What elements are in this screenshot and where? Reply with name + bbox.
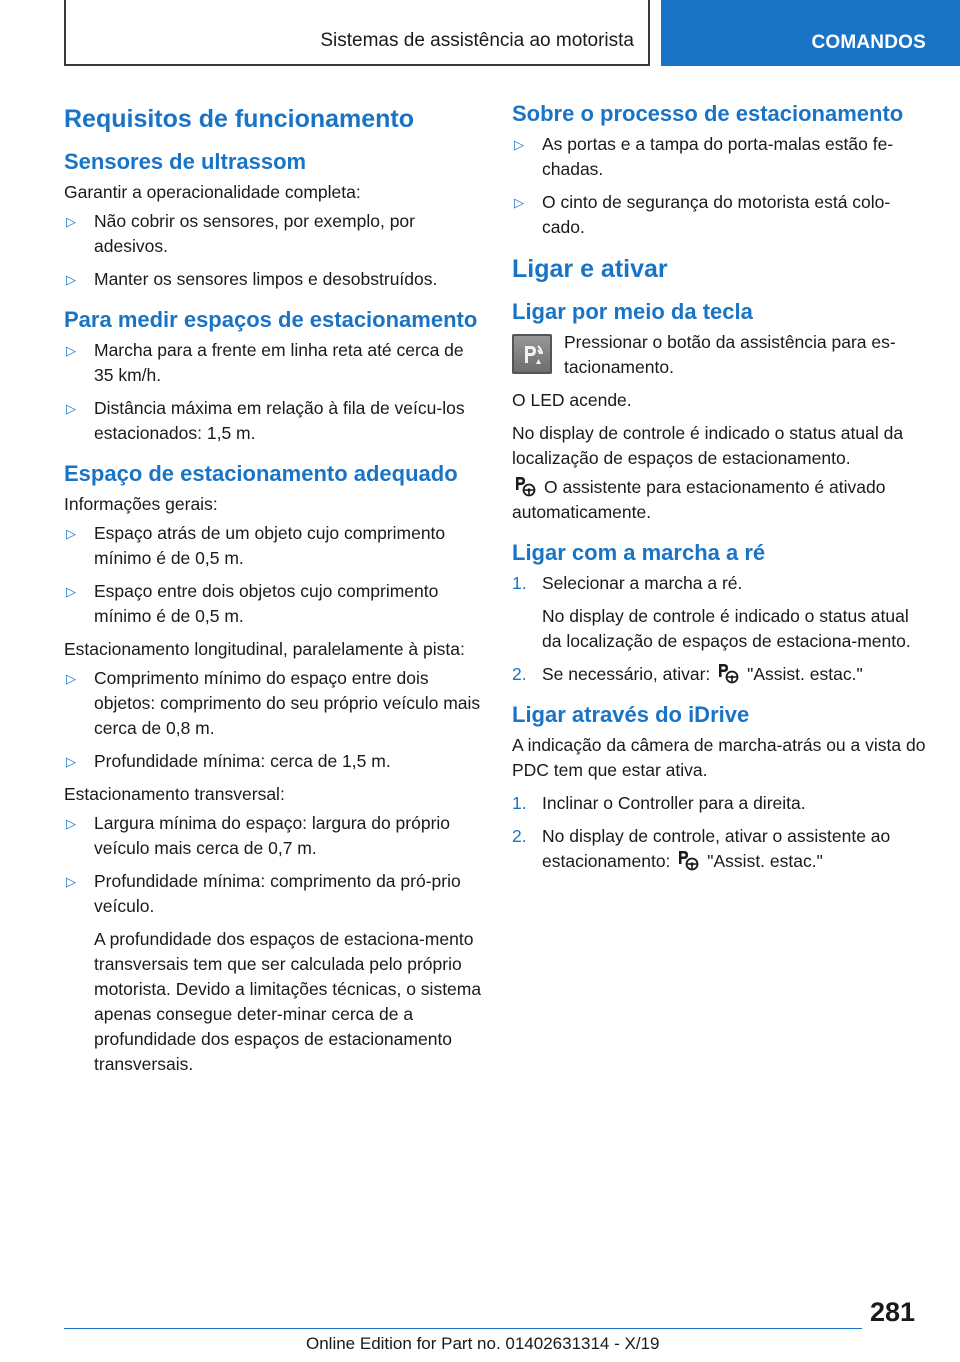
paragraph: Estacionamento longitudinal, paralelamente à pista:: [64, 639, 465, 659]
bullet-icon: ▷: [66, 584, 76, 599]
page-number: 281: [870, 1297, 916, 1327]
heading-medir-espacos: Para medir espaços de estacionamento: [64, 307, 478, 332]
heading-marcha-re: Ligar com a marcha a ré: [512, 540, 766, 565]
footer-edition: Online Edition for Part no. 01402631314 - X/19: [306, 1334, 660, 1353]
footer-divider: [64, 1328, 862, 1329]
bullet-icon: ▷: [66, 816, 76, 831]
button-instruction: [512, 330, 926, 380]
list-item: ▷ Marcha para a frente em linha reta até cerca de 35 km/h.: [64, 338, 482, 388]
heading-idrive: Ligar através do iDrive: [512, 702, 750, 727]
left-column: [64, 100, 482, 1085]
heading-processo: Sobre o processo de estacionamento: [512, 101, 904, 126]
list-item: 1. Selecionar a marcha a ré.: [512, 573, 743, 593]
paragraph: Pressionar o botão da assistência para es-tacionamento.: [564, 332, 896, 377]
bullet-list: [64, 209, 482, 292]
bullet-icon: ▷: [514, 137, 524, 152]
parking-assistant-icon: [514, 475, 536, 497]
paragraph: Garantir a operacionalidade completa:: [64, 182, 361, 202]
bullet-icon: ▷: [66, 401, 76, 416]
bullet-icon: ▷: [66, 526, 76, 541]
list-item: ▷ Não cobrir os sensores, por exemplo, por adesivos.: [64, 209, 482, 259]
bullet-icon: ▷: [66, 874, 76, 889]
list-item: ▷ Distância máxima em relação à fila de veícu-los estacionados: 1,5 m.: [64, 396, 482, 446]
header-section-box: [64, 0, 650, 66]
bullet-icon: ▷: [66, 671, 76, 686]
indented-note: A profundidade dos espaços de estaciona-mento transversais tem que ser calculada pelo próprio motorista. Devido a limitações técnicas, o sistema apenas consegue deter-minar cerca de a profundidade dos espaços de estacionamento transversais.: [94, 929, 482, 1074]
bullet-icon: ▷: [514, 195, 524, 210]
list-item: ▷ Espaço entre dois objetos cujo comprimento mínimo é de 0,5 m.: [64, 579, 482, 629]
bullet-icon: ▷: [66, 343, 76, 358]
list-item: ▷ Espaço atrás de um objeto cujo comprimento mínimo é de 0,5 m.: [64, 521, 482, 571]
parking-assist-button-icon: [512, 334, 552, 374]
bullet-list: [64, 521, 482, 629]
bullet-icon: ▷: [66, 214, 76, 229]
list-item: ▷ Manter os sensores limpos e desobstruídos.: [64, 267, 482, 292]
list-item: ▷ Profundidade mínima: comprimento da pró-prio veículo.: [64, 869, 482, 919]
list-item: 2. No display de controle, ativar o assistente ao estacionamento: "Assist. estac.": [512, 826, 891, 871]
heading-requisitos: Requisitos de funcionamento: [64, 105, 415, 133]
list-item: ▷ Profundidade mínima: cerca de 1,5 m.: [64, 749, 482, 774]
paragraph: No display de controle é indicado o status atual da localização de espaços de estacionamento.: [512, 423, 904, 468]
list-item: ▷ Largura mínima do espaço: largura do próprio veículo mais cerca de 0,7 m.: [64, 811, 482, 861]
paragraph: O LED acende.: [512, 390, 632, 410]
parking-assistant-icon: [677, 849, 699, 871]
list-item: ▷ Comprimento mínimo do espaço entre dois objetos: comprimento do seu próprio veículo mais cerca de 0,8 m.: [64, 666, 482, 741]
bullet-list: [512, 132, 926, 240]
heading-ligar-tecla: Ligar por meio da tecla: [512, 299, 753, 324]
parking-assistant-icon: [717, 662, 739, 684]
indented-note: No display de controle é indicado o status atual da localização de espaços de estaciona-mento.: [542, 606, 911, 651]
right-column: [512, 100, 926, 882]
section-tab-label: COMANDOS: [811, 32, 926, 53]
bullet-list: [64, 666, 482, 774]
paragraph: A indicação da câmera de marcha-atrás ou a vista do PDC tem que estar ativa.: [512, 735, 926, 780]
heading-espaco-adequado: Espaço de estacionamento adequado: [64, 461, 458, 486]
bullet-icon: ▷: [66, 754, 76, 769]
heading-sensores: Sensores de ultrassom: [64, 149, 307, 174]
section-tab-comandos[interactable]: [661, 0, 960, 66]
bullet-icon: ▷: [66, 272, 76, 287]
paragraph-auto: O assistente para estacionamento é ativado automaticamente.: [512, 477, 886, 522]
paragraph: Informações gerais:: [64, 494, 218, 514]
bullet-list: [64, 811, 482, 919]
header-title: Sistemas de assistência ao motorista: [320, 30, 634, 51]
list-item: 1. Inclinar o Controller para a direita.: [512, 793, 806, 813]
bullet-list: [64, 338, 482, 446]
list-item: ▷ As portas e a tampa do porta-malas estão fe-chadas.: [512, 132, 926, 182]
paragraph: Estacionamento transversal:: [64, 784, 285, 804]
heading-ligar-ativar: Ligar e ativar: [512, 255, 668, 283]
list-item: 2. Se necessário, ativar: "Assist. estac.": [512, 664, 863, 684]
list-item: ▷ O cinto de segurança do motorista está colo-cado.: [512, 190, 926, 240]
